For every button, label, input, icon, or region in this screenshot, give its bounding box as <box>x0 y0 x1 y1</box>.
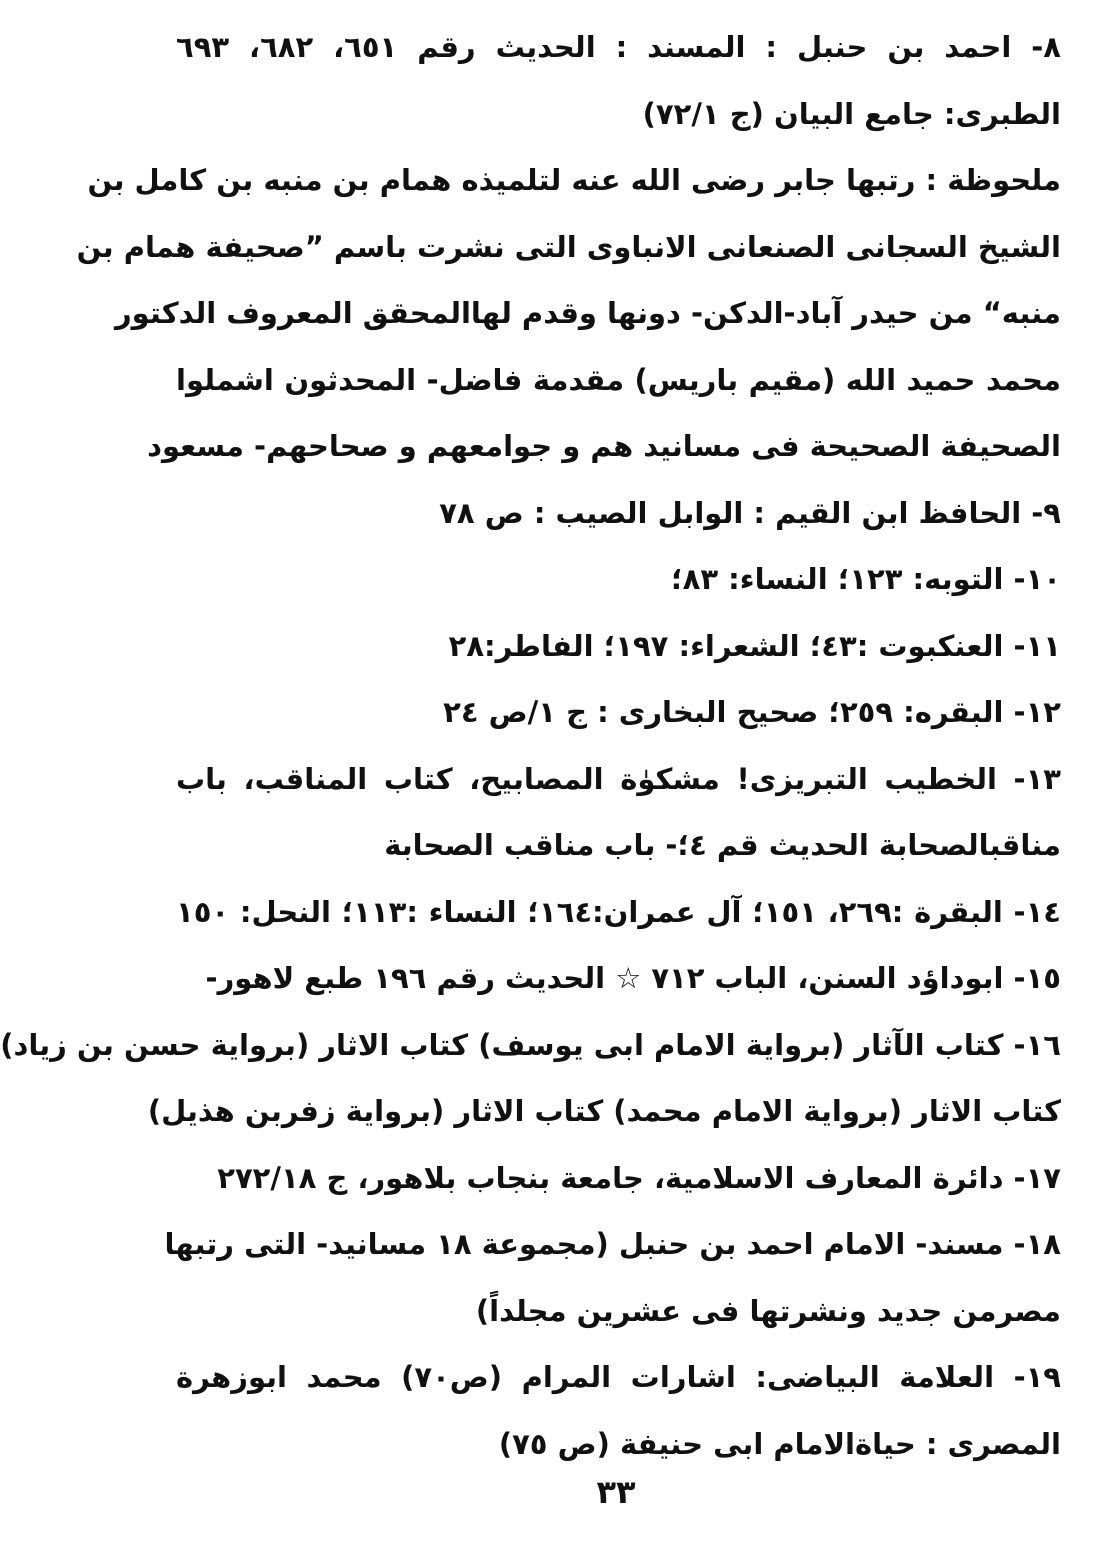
text-line-12: ١٣- الخطيب التبريزى! مشكوٰة المصابيح، كتاب المناقب، باب <box>176 761 1061 796</box>
text-line-14: ١٤- البقرة :٢٦٩، ١٥١؛ آل عمران:١٦٤؛ النساء :١١٣؛ النحل: ١٥٠ <box>176 894 1061 929</box>
text-line-18: ١٧- دائرة المعارف الاسلامية، جامعة بنجاب بلاهور، ج ٢٧٢/١٨ <box>217 1160 1061 1195</box>
text-line-3: ملحوظة : رتبها جابر رضى الله عنه لتلميذه همام بن منبه بن كامل بن <box>87 163 1061 197</box>
text-line-11: ١٢- البقره: ٢٥٩؛ صحيح البخارى : ج ١/ص ٢٤ <box>443 695 1061 729</box>
text-line-8: ٩- الحافظ ابن القيم : الوابل الصيب : ص ٧٨ <box>439 495 1061 530</box>
text-line-6: محمد حميد الله (مقيم باريس) مقدمة فاضل- المحدثون اشملوا <box>176 362 1061 397</box>
text-line-13: مناقبالصحابة الحديث قم ٤؛- باب مناقب الصحابة <box>384 828 1061 862</box>
text-line-7: الصحيفة الصحيحة فى مسانيد هم و جوامعهم و صحاحهم- مسعود <box>147 429 1061 463</box>
text-line-15: ١٥- ابوداؤد السنن، الباب ٧١٢ ☆ الحديث رقم ١٩٦ طبع لاهور- <box>205 961 1061 995</box>
text-line-16: ١٦- كتاب الآثار (برواية الامام ابى يوسف) كتاب الاثار (برواية حسن بن زياد) <box>0 1027 1061 1062</box>
text-line-17: كتاب الاثار (برواية الامام محمد) كتاب الاثار (برواية زفربن هذيل) <box>147 1094 1061 1128</box>
text-line-4: الشيخ السجانى الصنعانى الانباوى التى نشرت باسم ”صحيفة همام بن <box>76 229 1061 264</box>
document-page <box>0 14 1062 1534</box>
text-line-20: مصرمن جديد ونشرتها فى عشرين مجلداً) <box>475 1293 1061 1328</box>
text-line-10: ١١- العنكبوت :٤٣؛ الشعراء: ١٩٧؛ الفاطر:٢٨ <box>448 628 1061 663</box>
text-line-19: ١٨- مسند- الامام احمد بن حنبل (مجموعة ١٨ مسانيد- التى رتبها <box>164 1227 1061 1261</box>
text-line-22: المصرى : حياةالامام ابى حنيفة (ص ٧٥) <box>498 1426 1061 1461</box>
text-line-21: ١٩- العلامة البياضى: اشارات المرام (ص٧٠) محمد ابوزهرة <box>176 1360 1062 1394</box>
text-line-9: ١٠- التوبه: ١٢٣؛ النساء: ٨٣؛ <box>671 562 1061 596</box>
text-line-1: ٨- احمد بن حنبل : المسند : الحديث رقم ٦٥١، ٦٨٢، ٦٩٣ <box>176 30 1061 64</box>
page-number: ٣٣ <box>596 1473 636 1511</box>
text-line-5: منبه“ من حيدر آباد-الدكن- دونها وقدم لهاالمحقق المعروف الدكتور <box>114 296 1061 330</box>
text-line-2: الطبرى: جامع البيان (ج ٧٢/١) <box>642 96 1061 131</box>
